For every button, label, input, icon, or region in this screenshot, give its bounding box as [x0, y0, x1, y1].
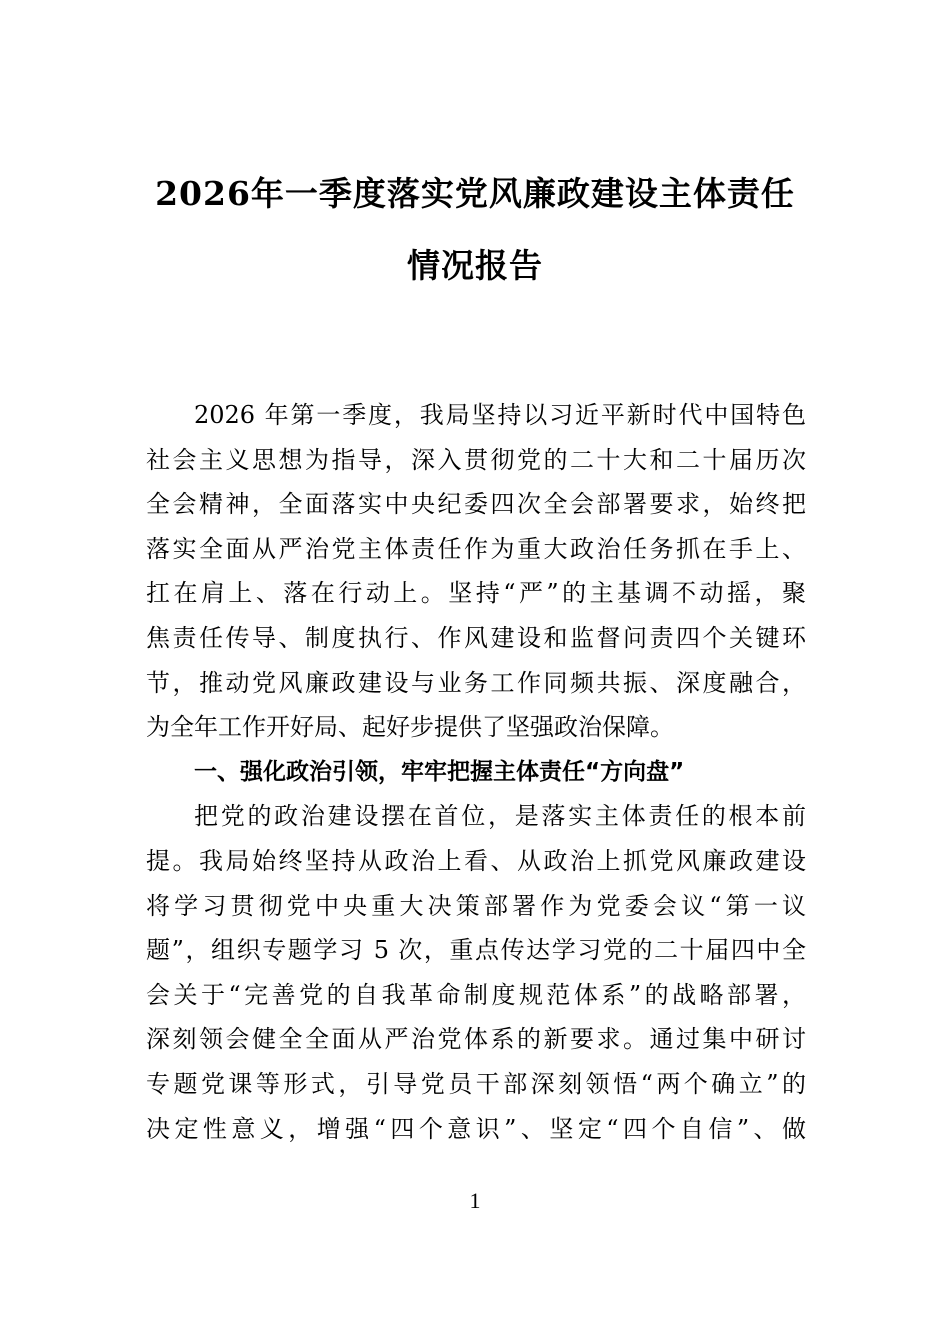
text-line: 题”，组织专题学习 5 次，重点传达学习党的二十届四中全 — [146, 936, 806, 965]
paragraph-section-1 — [146, 794, 806, 1151]
text-line: 落实全面从严治党主体责任作为重大政治任务抓在手上、 — [146, 534, 806, 563]
text-line: 社会主义思想为指导，深入贯彻党的二十大和二十届历次 — [146, 445, 806, 474]
text-line: 把党的政治建设摆在首位，是落实主体责任的根本前 — [194, 802, 806, 831]
text-line: 节，推动党风廉政建设与业务工作同频共振、深度融合， — [146, 668, 806, 697]
text-line: 深刻领会健全全面从严治党体系的新要求。通过集中研讨 — [146, 1025, 806, 1054]
text-line: 提。我局始终坚持从政治上看、从政治上抓党风廉政建设 — [146, 846, 806, 875]
section-heading: 一、强化政治引领，牢牢把握主体责任“方向盘” — [194, 758, 685, 785]
text-line: 将学习贯彻党中央重大决策部署作为党委会议“第一议 — [146, 891, 806, 920]
text-line: 决定性意义，增强“四个意识”、坚定“四个自信”、做 — [146, 1114, 806, 1143]
text-line: 专题党课等形式，引导党员干部深刻领悟“两个确立”的 — [146, 1069, 806, 1098]
page-number: 1 — [469, 1188, 481, 1213]
document-body — [146, 393, 806, 1151]
text-line: 焦责任传导、制度执行、作风建设和监督问责四个关键环 — [146, 623, 806, 652]
document-title-line-2: 情况报告 — [407, 246, 543, 285]
text-line: 会关于“完善党的自我革命制度规范体系”的战略部署， — [146, 980, 806, 1009]
text-line: 扛在肩上、落在行动上。坚持“严”的主基调不动摇，聚 — [146, 579, 806, 608]
text-line: 2026 年第一季度，我局坚持以习近平新时代中国特色 — [194, 401, 806, 429]
paragraph-intro — [146, 393, 806, 750]
text-line: 为全年工作开好局、起好步提供了坚强政治保障。 — [146, 713, 674, 742]
text-line: 全会精神，全面落实中央纪委四次全会部署要求，始终把 — [146, 490, 806, 519]
document-title-line-1: 2026年一季度落实党风廉政建设主体责任 — [155, 174, 795, 213]
